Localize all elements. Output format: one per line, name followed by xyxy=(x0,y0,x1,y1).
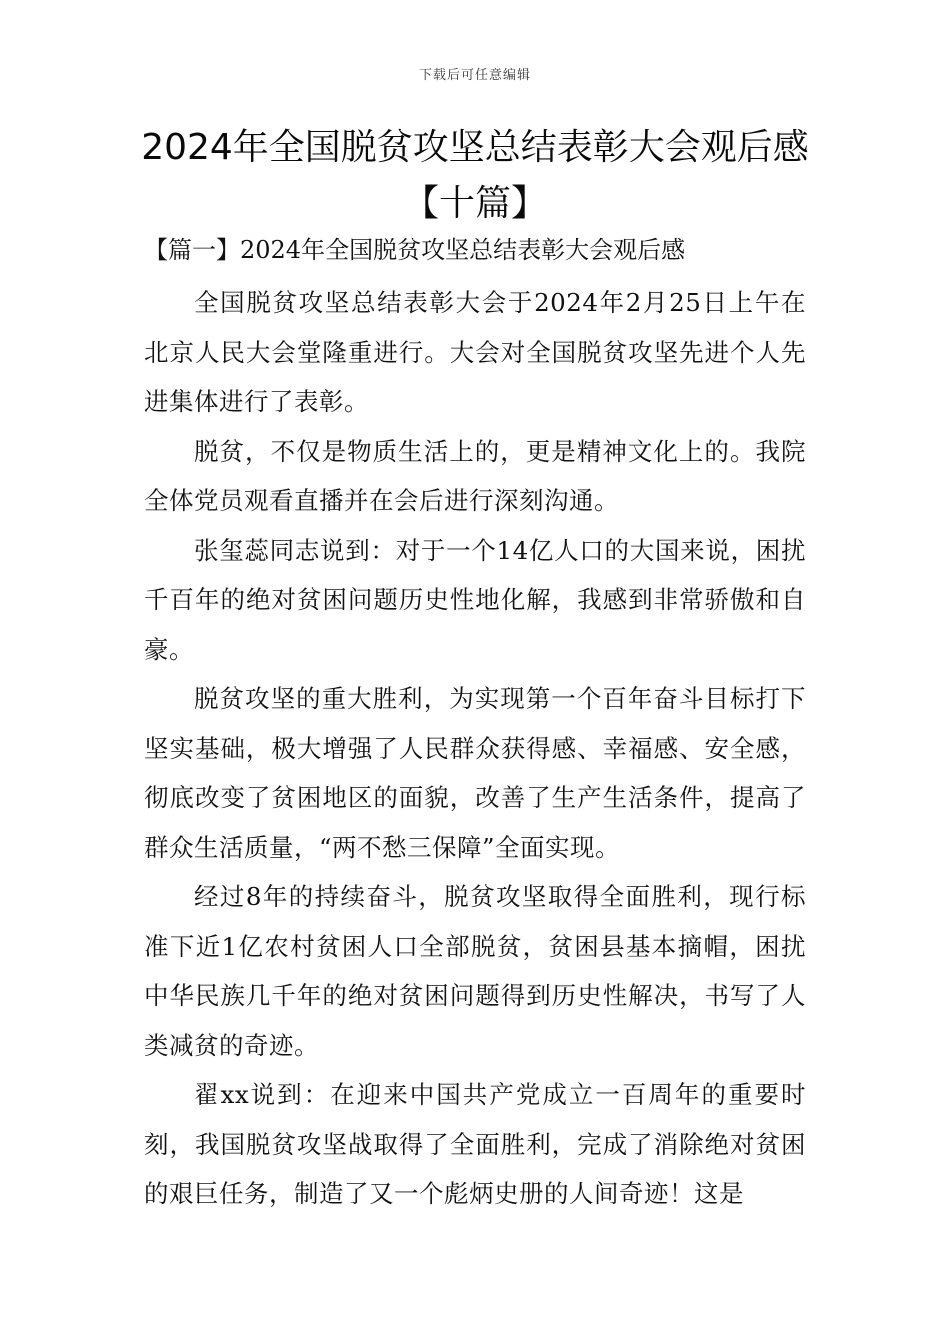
section-heading: 【篇一】2024年全国脱贫攻坚总结表彰大会观后感 xyxy=(144,236,686,264)
body-text xyxy=(144,278,806,1219)
header-note: 下载后可任意编辑 xyxy=(418,68,531,83)
paragraph: 全国脱贫攻坚总结表彰大会于2024年2月25日上午在北京人民大会堂隆重进行。大会对全国脱贫攻坚先进个人先进集体进行了表彰。 xyxy=(144,288,806,416)
paragraph: 张玺蕊同志说到：对于一个14亿人口的大国来说，困扰千百年的绝对贫困问题历史性地化解，我感到非常骄傲和自豪。 xyxy=(144,535,806,664)
document-title: 2024年全国脱贫攻坚总结表彰大会观后感【十篇】 xyxy=(141,127,809,224)
paragraph: 脱贫攻坚的重大胜利，为实现第一个百年奋斗目标打下坚实基础，极大增强了人民群众获得感、幸福感、安全感，彻底改变了贫困地区的面貌，改善了生产生活条件，提高了群众生活质量，“两不愁三保障”全面实现。 xyxy=(144,684,806,862)
paragraph: 经过8年的持续奋斗，脱贫攻坚取得全面胜利，现行标准下近1亿农村贫困人口全部脱贫，贫困县基本摘帽，困扰中华民族几千年的绝对贫困问题得到历史性解决，书写了人类减贫的奇迹。 xyxy=(144,882,806,1060)
paragraph: 翟xx说到：在迎来中国共产党成立一百周年的重要时刻，我国脱贫攻坚战取得了全面胜利，完成了消除绝对贫困的艰巨任务，制造了又一个彪炳史册的人间奇迹！这是 xyxy=(144,1080,806,1208)
paragraph: 脱贫，不仅是物质生活上的，更是精神文化上的。我院全体党员观看直播并在会后进行深刻沟通。 xyxy=(144,436,806,515)
